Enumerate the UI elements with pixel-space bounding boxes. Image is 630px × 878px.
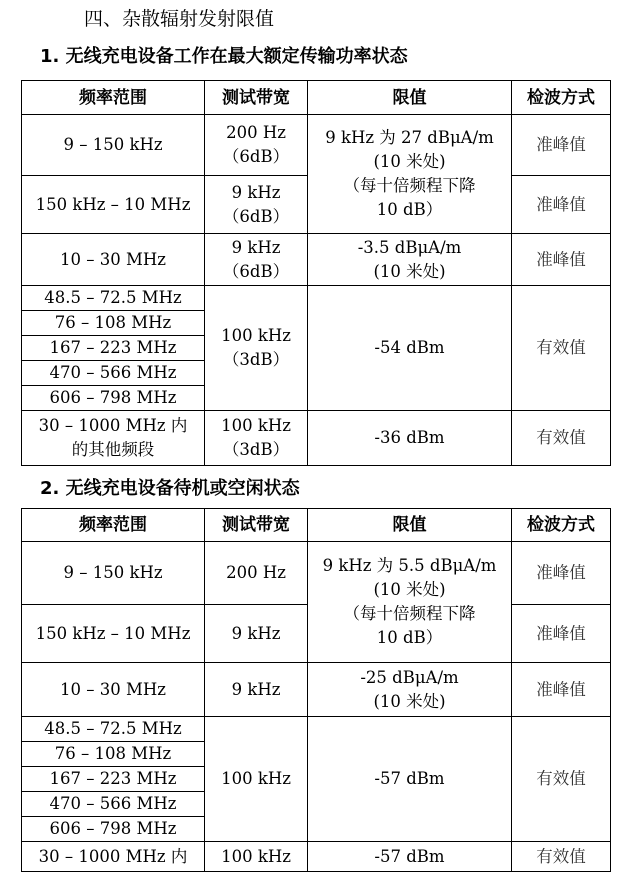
- frequency-cell: 30 – 1000 MHz 内: [22, 842, 205, 872]
- header-detector: 检波方式: [512, 81, 611, 115]
- header-detector: 检波方式: [512, 509, 611, 542]
- detector-cell: 准峰值: [512, 542, 611, 605]
- limit-cell: [308, 663, 512, 717]
- header-frequency-range: 频率范围: [22, 81, 205, 115]
- frequency-cell: 167 – 223 MHz: [22, 767, 205, 792]
- limit-line: (10 米处): [373, 152, 446, 171]
- bandwidth-note: （6dB）: [222, 261, 290, 281]
- frequency-cell: 9 – 150 kHz: [22, 115, 205, 176]
- table-row: [22, 842, 611, 872]
- limit-cell-merged: [308, 542, 512, 663]
- bandwidth-cell: 100 kHz: [205, 842, 308, 872]
- limit-line: 10 dB）: [376, 628, 443, 647]
- limit-line: -3.5 dBμA/m: [357, 237, 462, 257]
- frequency-cell: 150 kHz – 10 MHz: [22, 176, 205, 234]
- detector-cell: 准峰值: [512, 234, 611, 286]
- frequency-cell: 470 – 566 MHz: [22, 792, 205, 817]
- table-row: [22, 286, 611, 311]
- header-frequency-range: 频率范围: [22, 509, 205, 542]
- bandwidth-value: 200 Hz: [226, 123, 286, 142]
- bandwidth-note: （6dB）: [222, 206, 290, 226]
- detector-cell: 准峰值: [512, 176, 611, 234]
- section1-title: 1. 无线充电设备工作在最大额定传输功率状态: [40, 46, 408, 67]
- bandwidth-note: （3dB）: [222, 440, 290, 459]
- frequency-line: 30 – 1000 MHz 内: [38, 416, 188, 435]
- table-row: [22, 115, 611, 176]
- detector-cell: 有效值: [512, 286, 611, 411]
- frequency-cell: 150 kHz – 10 MHz: [22, 605, 205, 663]
- section1-table: [21, 80, 611, 466]
- table-row: [22, 234, 611, 286]
- bandwidth-cell: 9 kHz: [205, 605, 308, 663]
- bandwidth-cell: [205, 176, 308, 234]
- frequency-cell: 76 – 108 MHz: [22, 311, 205, 336]
- frequency-cell: 76 – 108 MHz: [22, 742, 205, 767]
- detector-cell: 有效值: [512, 411, 611, 466]
- table-header-row: [22, 509, 611, 542]
- limit-cell-merged: [308, 115, 512, 234]
- frequency-cell: [22, 411, 205, 466]
- frequency-cell: 10 – 30 MHz: [22, 234, 205, 286]
- section2-title: 2. 无线充电设备待机或空闲状态: [40, 478, 300, 499]
- frequency-line: 的其他频段: [71, 440, 155, 459]
- bandwidth-note: （6dB）: [222, 147, 290, 166]
- frequency-cell: 470 – 566 MHz: [22, 361, 205, 386]
- limit-line: -25 dBμA/m: [360, 667, 459, 687]
- frequency-cell: 167 – 223 MHz: [22, 336, 205, 361]
- limit-cell: [308, 234, 512, 286]
- limit-cell: -57 dBm: [308, 842, 512, 872]
- frequency-cell: 9 – 150 kHz: [22, 542, 205, 605]
- limit-cell: -36 dBm: [308, 411, 512, 466]
- detector-cell: 准峰值: [512, 115, 611, 176]
- limit-line: (10 米处): [373, 691, 446, 711]
- detector-cell: 准峰值: [512, 663, 611, 717]
- limit-line: (10 米处): [373, 261, 446, 281]
- table-row: [22, 411, 611, 466]
- header-limit: 限值: [308, 81, 512, 115]
- limit-line: 9 kHz 为 27 dBμA/m: [325, 128, 494, 147]
- limit-line: （每十倍频程下降: [343, 604, 476, 623]
- header-limit: 限值: [308, 509, 512, 542]
- bandwidth-cell: 200 Hz: [205, 542, 308, 605]
- limit-cell: -54 dBm: [308, 286, 512, 411]
- table-row: [22, 663, 611, 717]
- bandwidth-value: 9 kHz: [231, 182, 281, 202]
- table-row: [22, 717, 611, 742]
- bandwidth-value: 100 kHz: [221, 326, 291, 345]
- frequency-cell: 606 – 798 MHz: [22, 386, 205, 411]
- table-row: [22, 542, 611, 605]
- bandwidth-cell: [205, 411, 308, 466]
- bandwidth-cell: 9 kHz: [205, 663, 308, 717]
- detector-cell: 有效值: [512, 842, 611, 872]
- bandwidth-value: 9 kHz: [231, 237, 281, 257]
- bandwidth-value: 100 kHz: [221, 416, 291, 435]
- bandwidth-cell: [205, 286, 308, 411]
- frequency-cell: 48.5 – 72.5 MHz: [22, 286, 205, 311]
- header-test-bandwidth: 测试带宽: [205, 81, 308, 115]
- bandwidth-note: （3dB）: [222, 350, 290, 369]
- table-header-row: [22, 81, 611, 115]
- document-heading: 四、杂散辐射发射限值: [84, 8, 275, 30]
- section2-table: [21, 508, 611, 872]
- frequency-cell: 10 – 30 MHz: [22, 663, 205, 717]
- limit-cell: -57 dBm: [308, 717, 512, 842]
- header-test-bandwidth: 测试带宽: [205, 509, 308, 542]
- bandwidth-cell: [205, 234, 308, 286]
- bandwidth-cell: 100 kHz: [205, 717, 308, 842]
- frequency-cell: 48.5 – 72.5 MHz: [22, 717, 205, 742]
- limit-line: 9 kHz 为 5.5 dBμA/m: [322, 556, 497, 575]
- frequency-cell: 606 – 798 MHz: [22, 817, 205, 842]
- bandwidth-cell: [205, 115, 308, 176]
- detector-cell: 准峰值: [512, 605, 611, 663]
- limit-line: （每十倍频程下降: [343, 176, 476, 195]
- limit-line: (10 米处): [373, 580, 446, 599]
- detector-cell: 有效值: [512, 717, 611, 842]
- limit-line: 10 dB）: [376, 200, 443, 219]
